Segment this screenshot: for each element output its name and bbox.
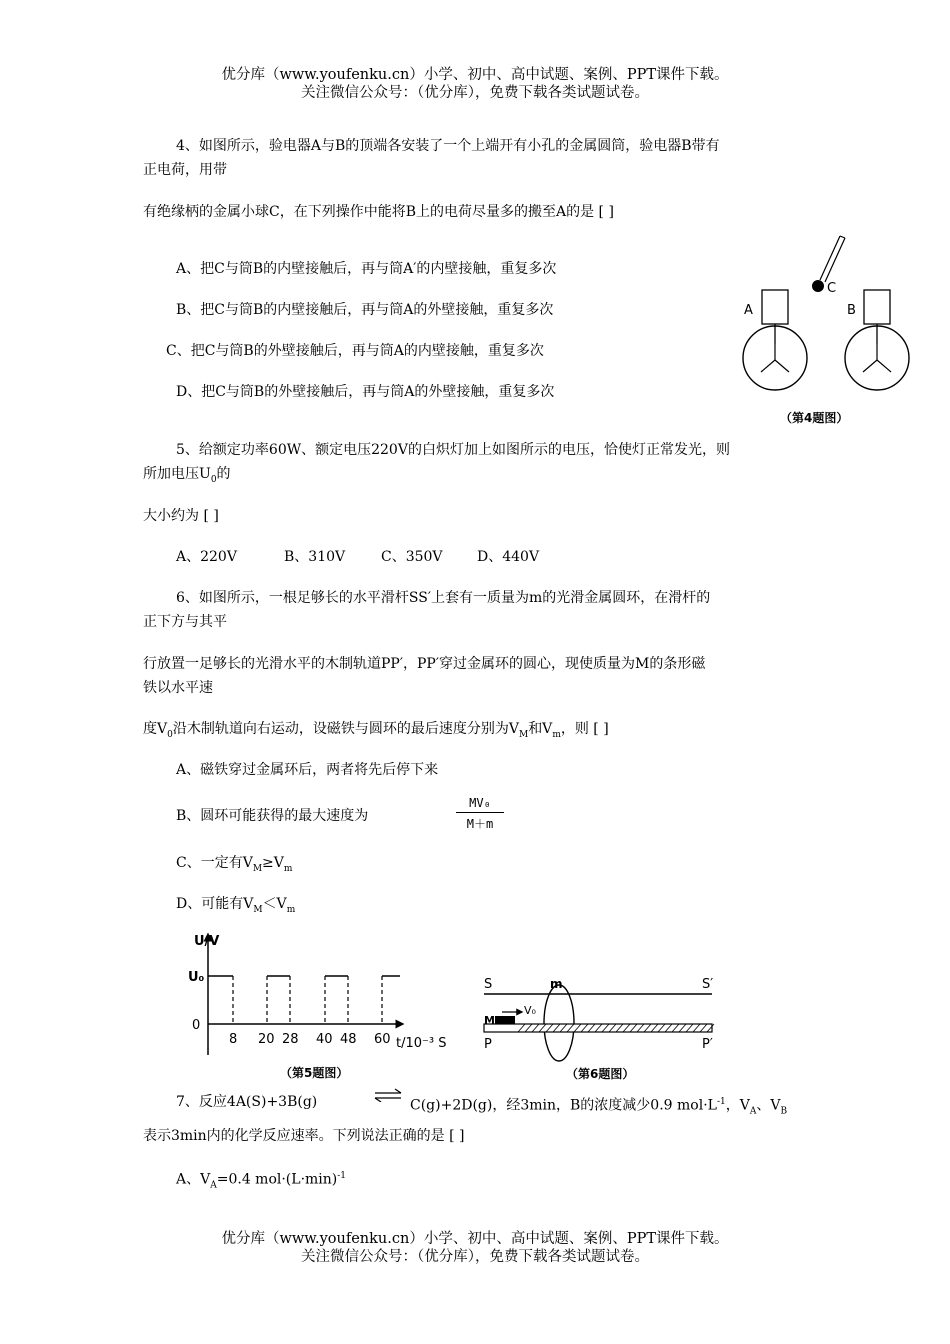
q5-line-2-sub: 0 [210,474,217,485]
q7-option-a [176,1166,346,1195]
q5-option-a: A、220V [176,549,237,565]
q6-line-2: 正下方与其平 [143,614,227,630]
q6-c-a: C、一定有V [176,855,253,871]
q7-a-b: =0.4 mol·(L·min) [216,1171,338,1188]
q4-option-d: D、把C与筒B的外壁接触后，再与筒A的外壁接触，重复多次 [176,384,555,400]
q7-a-sup: -1 [337,1171,347,1181]
footer-line-1: 优分库（www.youfenku.cn）小学、初中、高中试题、案例、PPT课件下载。 [221,1231,729,1247]
fraction-denominator: M＋m [466,817,494,831]
figure-5-voltage-graph [180,925,470,1085]
q6-c-b: ≥V [262,855,284,871]
label-p: P [484,1037,492,1052]
dashed-edges [233,976,382,1024]
label-s-prime: S′ [702,977,714,992]
q6-option-b: B、圆环可能获得的最大速度为 [176,808,369,824]
label-ring-m: m [550,977,563,991]
q7-l1-a: 7、反应4A(S)+3B(g) [176,1094,318,1110]
q6-l5-a: 度V [143,721,168,737]
q7-a-a: A、V [176,1171,211,1188]
q7-line-2: 表示3min内的化学反应速率。下列说法正确的是 [ ] [143,1128,465,1144]
q6-c-sub1: M [252,863,263,874]
x-tick-20: 20 [258,1032,275,1047]
q6-d-sub1: M [253,904,263,915]
label-p-prime: P′ [702,1037,713,1052]
q6-l5-subM: M [518,729,529,740]
figure-4-electroscopes [730,232,920,432]
q5-line-1: 5、给额定功率60W、额定电压220V的白炽灯加上如图所示的电压，恰使灯正常发光，则 [176,442,730,458]
q6-l5-c: 和V [528,721,553,737]
q7-l1-subB: B [780,1106,788,1117]
q6-line-5 [143,719,609,745]
q6-l5-subm: m [552,729,561,740]
header-line-2: 关注微信公众号：（优分库），免费下载各类试题试卷。 [301,85,649,101]
x-tick-28: 28 [282,1032,299,1047]
y-axis-label: U/V [194,934,220,949]
insulated-rod [820,236,845,282]
q5-option-b: B、310V [284,549,346,565]
q6-c-sub2: m [283,863,293,874]
label-c: C [827,281,837,296]
figure-4-caption: （第4题图） [780,411,849,425]
label-b: B [847,303,856,318]
figure-6-caption: （第6题图） [566,1067,635,1081]
q7-a-sub: A [210,1180,217,1191]
q4-line-1: 4、如图所示，验电器A与B的顶端各安装了一个上端开有小孔的金属圆筒，验电器B带有 [176,138,720,154]
q6-d-sub2: m [286,904,296,915]
q5-line-2-text: 所加电压U [143,466,211,482]
figure-5-caption: （第5题图） [280,1066,349,1080]
q4-option-c: C、把C与筒B的外壁接触后，再与筒A的内壁接触，重复多次 [166,343,544,359]
label-a: A [744,303,753,318]
q4-option-b: B、把C与筒B的内壁接触后，再与筒A的外壁接触，重复多次 [176,302,554,318]
q6-l5-d: ，则 [ ] [560,721,609,737]
q6-l5-sub0: 0 [167,729,173,740]
q4-line-3: 有绝缘柄的金属小球C，在下列操作中能将B上的电荷尽量多的搬至A的是 [ ] [143,204,614,220]
origin-label: 0 [192,1018,201,1033]
wooden-track [484,1024,714,1032]
fraction-numerator: MV₀ [456,796,504,813]
q5-option-c: C、350V [381,549,443,565]
q6-d-a: D、可能有V [176,896,254,912]
q4-option-a: A、把C与筒B的内壁接触后，再与筒A′的内壁接触，重复多次 [176,261,557,277]
label-v0: V₀ [524,1004,536,1017]
figure-6-magnet-ring [478,968,728,1088]
q6-d-b: ＜V [262,896,287,912]
x-tick-labels [229,1032,391,1047]
x-tick-48: 48 [340,1032,357,1047]
metal-ball-c [812,280,824,292]
footer-line-2: 关注微信公众号：（优分库），免费下载各类试题试卷。 [301,1249,649,1265]
q6-line-4: 铁以水平速 [143,680,213,696]
q7-l1-c: ，V [725,1097,750,1114]
x-tick-60: 60 [374,1032,391,1047]
q5-line-2 [143,464,231,490]
q7-l1-sup: -1 [716,1097,726,1107]
x-tick-8: 8 [229,1032,238,1047]
q7-l1-d: 、V [756,1097,781,1114]
label-magnet-M: M [484,1014,495,1027]
q6-option-c [176,853,292,879]
q7-line-1-cont [410,1092,787,1121]
bar-magnet [495,1016,515,1024]
q5-option-d: D、440V [477,549,540,565]
q4-line-2: 正电荷，用带 [143,162,227,178]
metal-ring [544,985,574,1061]
q6-line-3: 行放置一足够长的光滑水平的木制轨道PP′，PP′穿过金属环的圆心，现使质量为M的条形磁 [143,656,706,672]
x-tick-40: 40 [316,1032,333,1047]
q6-option-a: A、磁铁穿过金属环后，两者将先后停下来 [176,762,439,778]
q7-line-1 [176,1092,317,1112]
label-s: S [484,977,493,992]
header-line-1: 优分库（www.youfenku.cn）小学、初中、高中试题、案例、PPT课件下载。 [221,67,729,83]
u0-level-label: U₀ [188,970,205,985]
q7-l1-b: C(g)+2D(g)，经3min，B的浓度减少0.9 mol·L [410,1097,717,1114]
equilibrium-arrow-icon [373,1088,403,1102]
q6-line-1: 6、如图所示，一根足够长的水平滑杆SS′上套有一质量为m的光滑金属圆环，在滑杆的 [176,590,711,606]
q7-l1-subA: A [749,1106,757,1117]
q5-line-3: 大小约为 [ ] [143,508,219,524]
q6-option-d [176,894,295,920]
q6-option-b-fraction [456,796,504,832]
x-axis-label: t/10⁻³ S [396,1036,447,1051]
q5-line-2-tail: 的 [216,466,231,482]
q6-l5-b: 沿木制轨道向右运动，设磁铁与圆环的最后速度分别为V [172,721,519,737]
